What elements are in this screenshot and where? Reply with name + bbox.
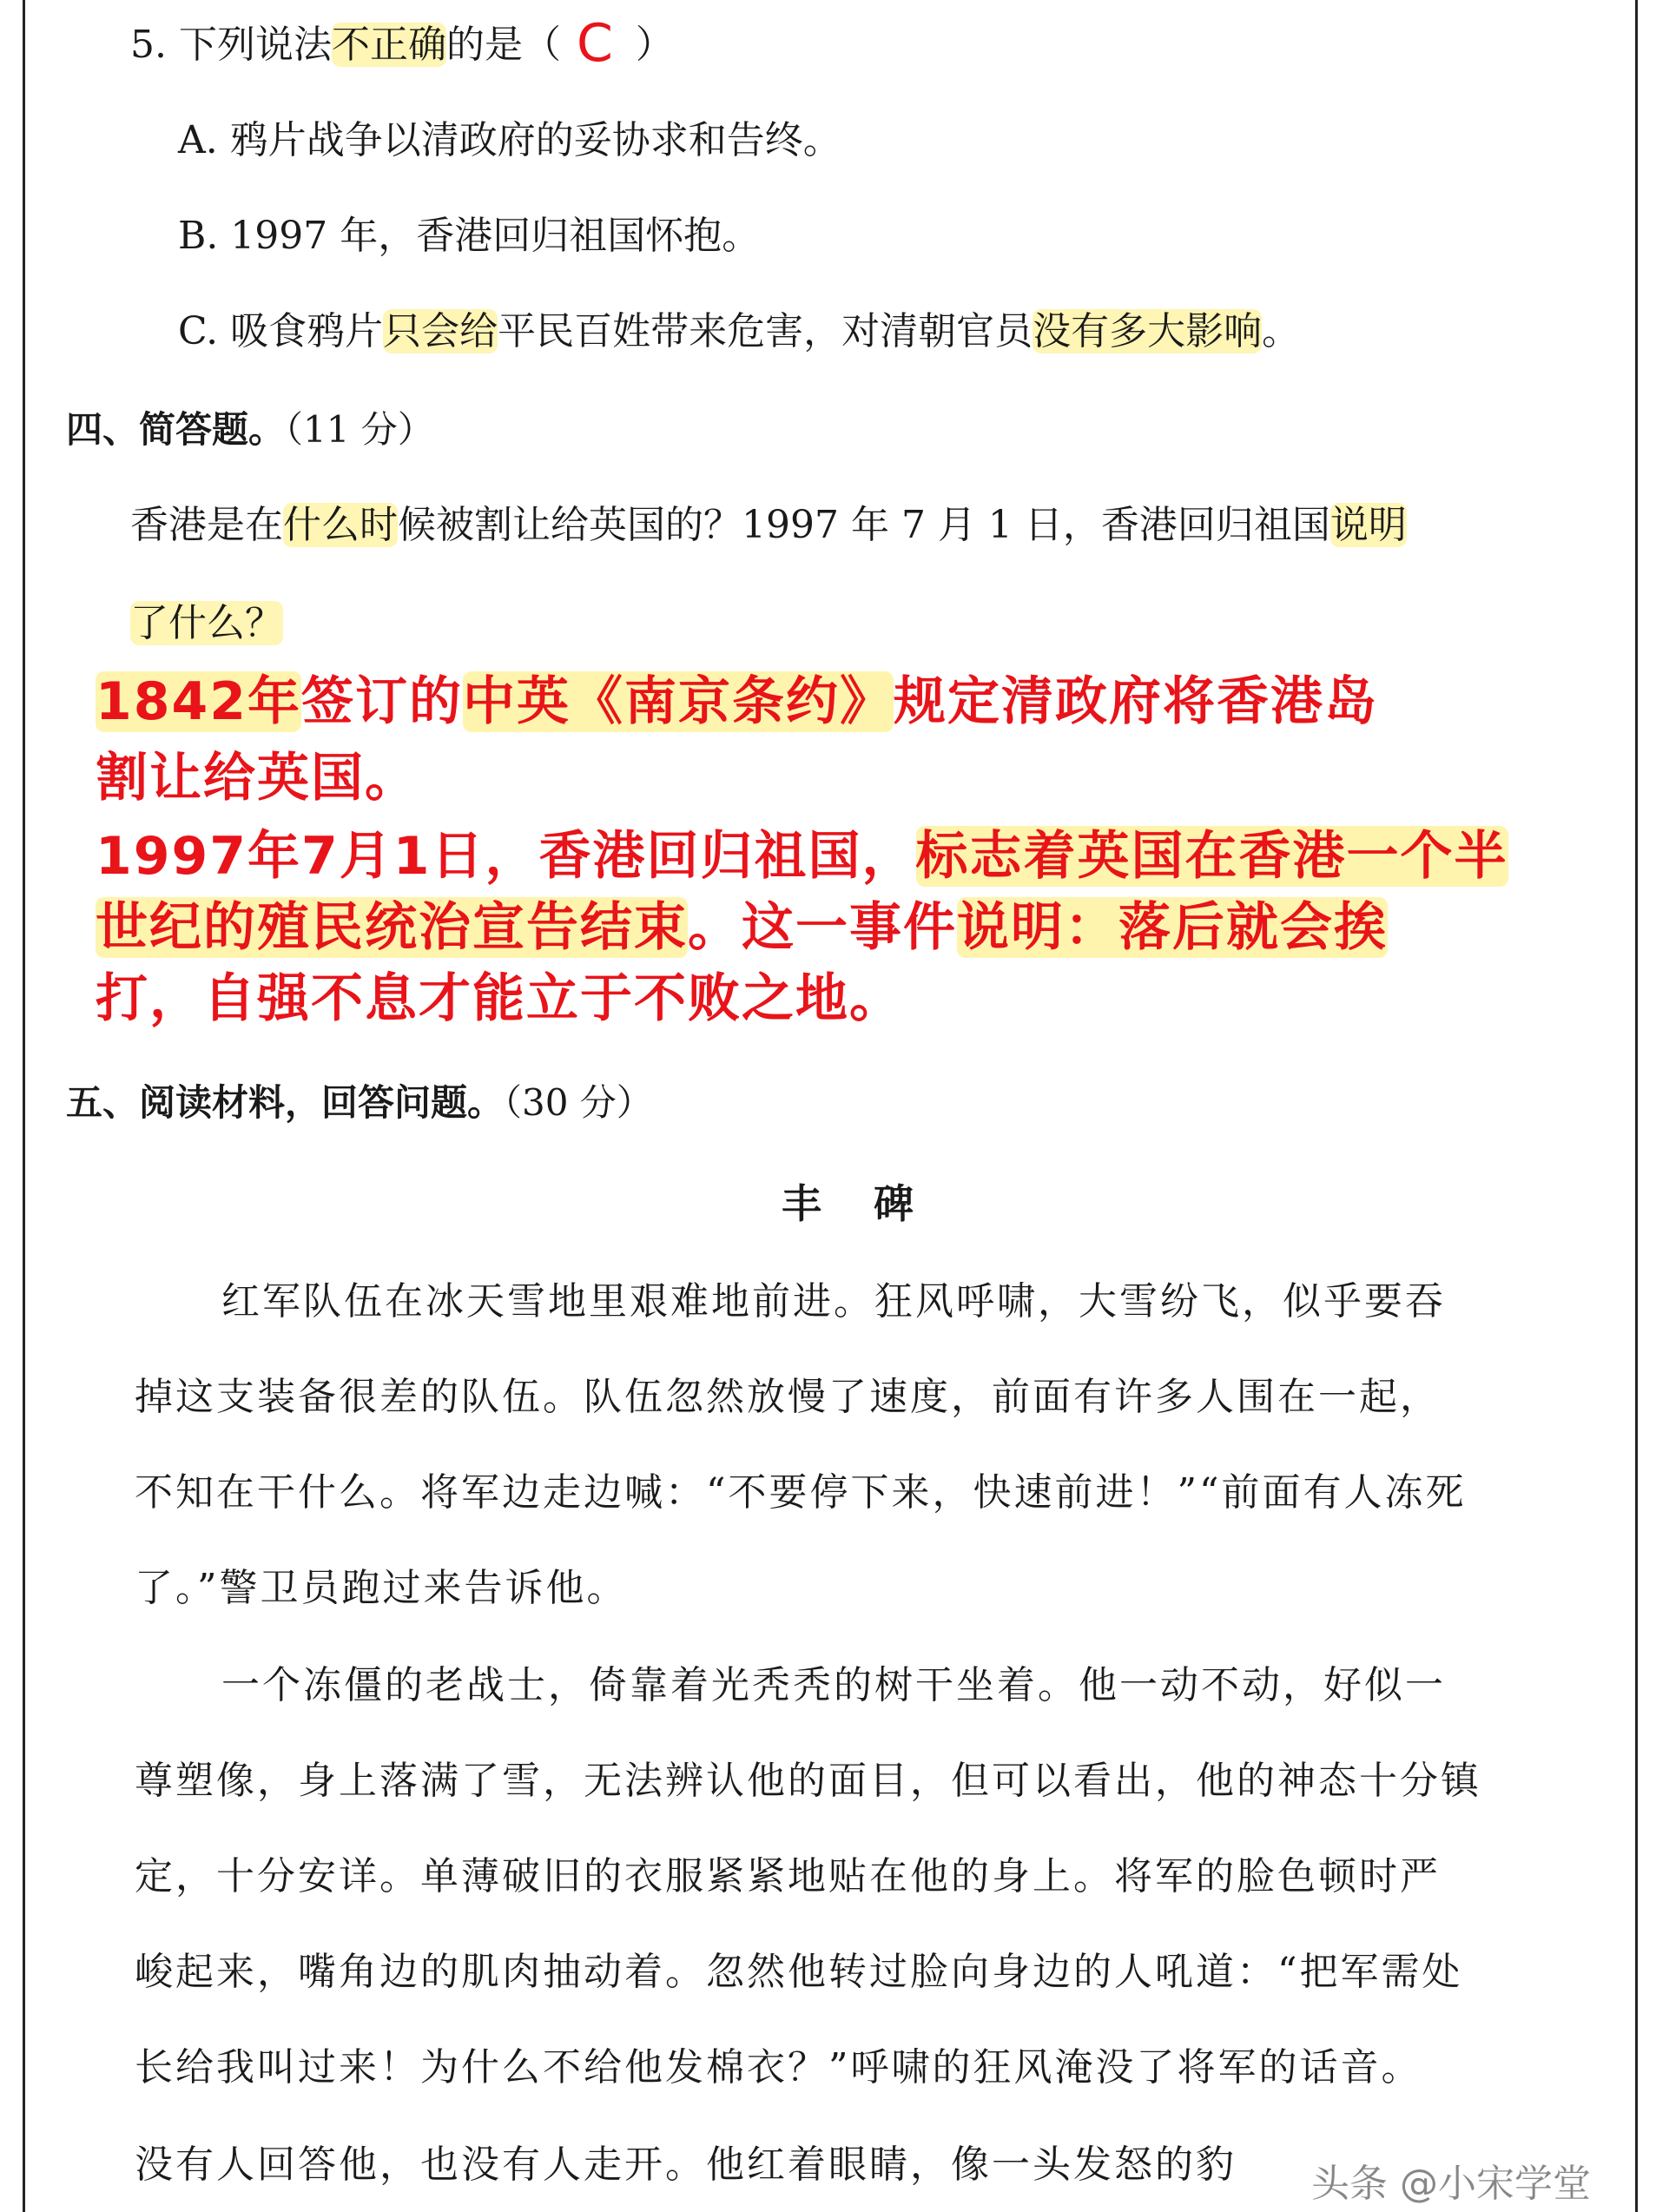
section-4-question-line-1 <box>130 499 1407 551</box>
passage-line: 尊塑像，身上落满了雪，无法辨认他的面目，但可以看出，他的神态十分镇 <box>135 1759 1481 1803</box>
passage-line: 定，十分安详。单薄破旧的衣服紧紧地贴在他的身上。将军的脸色顿时严 <box>135 1854 1441 1898</box>
s4-q-text-2: 候被割让给英国的？1997 年 7 月 1 日，香港回归祖国 <box>398 503 1330 547</box>
section-4-score: （11 分） <box>285 408 434 451</box>
section-4-question-line-2 <box>130 598 283 650</box>
handwritten-answer-line-4 <box>96 895 1388 961</box>
q5-text: 5. 下列说法 <box>130 23 332 67</box>
passage-line: 红军队伍在冰天雪地里艰难地前进。狂风呼啸，大雪纷飞，似乎要吞 <box>221 1279 1446 1324</box>
option-c-highlight-1: 只会给 <box>383 309 498 353</box>
q5-highlight: 不正确 <box>331 23 446 67</box>
option-b: B. 1997 年，香港回归祖国怀抱。 <box>178 214 761 258</box>
answer-text: 1997年7月1日，香港回归祖国， <box>96 826 916 887</box>
section-4-title: 四、简答题。 <box>66 408 286 451</box>
s4-q-highlight-2: 说明 <box>1329 503 1407 547</box>
page-border-right <box>1635 0 1638 2212</box>
passage-title: 丰碑 <box>782 1180 966 1227</box>
handwritten-answer-line-3 <box>96 823 1508 889</box>
option-c-text-3: 。 <box>1262 309 1301 353</box>
answer-text: 。这一事件 <box>688 897 957 958</box>
option-a: A. 鸦片战争以清政府的妥协求和告终。 <box>178 118 841 162</box>
q5-text-after: 的是（ <box>445 23 561 67</box>
answer-highlight: 世纪的殖民统治宣告结束 <box>96 897 688 958</box>
answer-highlight: 说明：落后就会挨 <box>957 897 1388 958</box>
section-5-title: 五、阅读材料，回答问题。 <box>66 1081 505 1124</box>
q5-close-paren: ） <box>635 23 674 67</box>
handwritten-answer-line-5: 打，自强不息才能立于不败之地。 <box>96 968 903 1029</box>
passage-line: 了。”警卫员跑过来告诉他。 <box>135 1566 628 1610</box>
s4-q-text-1: 香港是在 <box>130 503 283 547</box>
question-5 <box>130 13 674 74</box>
answer-year-1842: 1842年 <box>96 671 301 732</box>
passage-line: 峻起来，嘴角边的肌肉抽动着。忽然他转过脸向身边的人吼道：“把军需处 <box>135 1950 1463 1994</box>
option-c-highlight-2: 没有多大影响 <box>1033 309 1263 353</box>
option-c <box>178 306 1300 358</box>
watermark: 头条 @小宋学堂 <box>1311 2162 1591 2206</box>
passage-line: 不知在干什么。将军边走边喊：“不要停下来，快速前进！”“前面有人冻死 <box>135 1470 1467 1515</box>
answer-highlight: 标志着英国在香港一个半 <box>915 826 1508 887</box>
q5-handwritten-answer: C <box>576 13 613 74</box>
page-border-left <box>23 0 25 2212</box>
section-5-score: （30 分） <box>504 1081 653 1124</box>
option-c-text-1: C. 吸食鸦片 <box>178 309 384 353</box>
section-4-heading <box>66 404 434 456</box>
passage-line: 长给我叫过来！为什么不给他发棉衣？”呼啸的狂风淹没了将军的话音。 <box>135 2045 1422 2090</box>
s4-q-highlight-1: 什么时 <box>283 503 398 547</box>
passage-line: 掉这支装备很差的队伍。队伍忽然放慢了速度，前面有许多人围在一起， <box>135 1375 1441 1419</box>
passage-line: 没有人回答他，也没有人走开。他红着眼睛，像一头发怒的豹 <box>135 2143 1237 2187</box>
option-c-text-2: 平民百姓带来危害，对清朝官员 <box>498 309 1033 353</box>
answer-text: 签订的 <box>301 671 463 732</box>
passage-line: 一个冻僵的老战士，倚靠着光秃秃的树干坐着。他一动不动，好似一 <box>221 1663 1446 1707</box>
handwritten-answer-line-1 <box>96 669 1378 735</box>
handwritten-answer-line-2: 割让给英国。 <box>96 748 419 809</box>
answer-text: 规定清政府将香港岛 <box>894 671 1378 732</box>
s4-q-highlight-3: 了什么？ <box>130 601 283 645</box>
section-5-heading <box>66 1077 653 1129</box>
answer-treaty-name: 中英《南京条约》 <box>463 671 894 732</box>
